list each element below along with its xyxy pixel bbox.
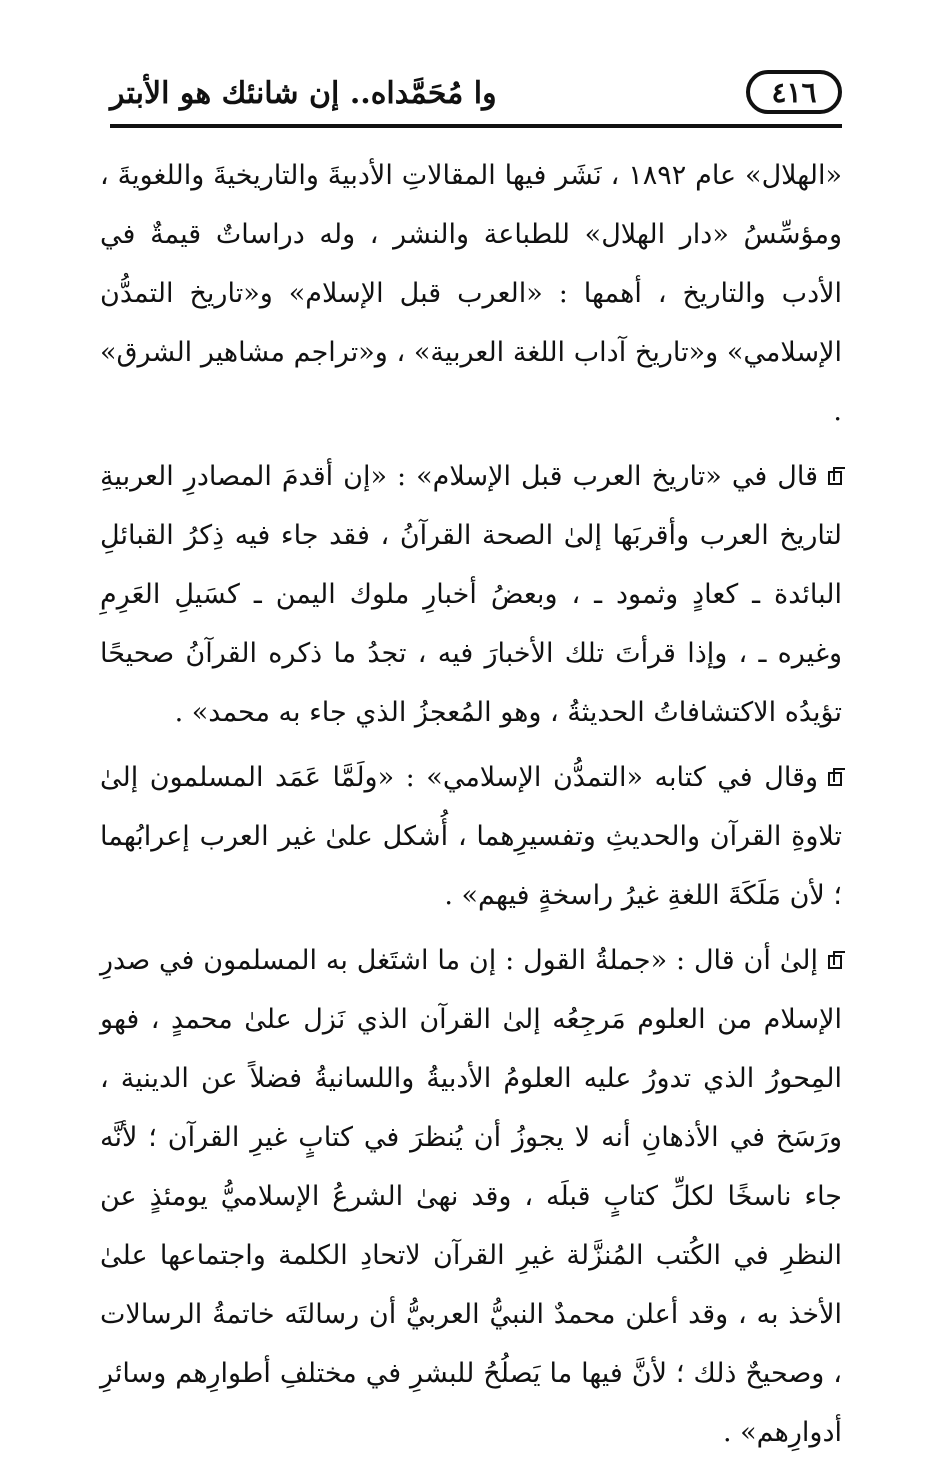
paragraph-text: «الهلال» عام ١٨٩٢ ، نَشَر فيها المقالاتِ الأدبيةَ والتاريخيةَ واللغويةَ ، ومؤسِّسُ «دار الهلال» للطباعة والنشر ، وله دراساتٌ قيمةٌ في الأدب والتاريخ ، أهمها : «العرب قبل الإسلام» و«تاريخ التمدُّن الإسلامي» و«تاريخ آداب اللغة العربية» ، و«تراجم مشاهير الشرق» . [100, 160, 842, 427]
paragraph-2 [100, 447, 842, 742]
paragraph-text: وقال في كتابه «التمدُّن الإسلامي» : «ولَمَّا عَمَد المسلمون إلىٰ تلاوةِ القرآن والحديثِ وتفسيرِهما ، أُشكل علىٰ غير العرب إعرابُهما ؛ لأن مَلَكَةَ اللغةِ غيرُ راسخةٍ فيهم» . [100, 762, 842, 911]
page-body [100, 146, 842, 1468]
paragraph-4 [100, 931, 842, 1462]
page-number-badge: ٤١٦ [746, 70, 842, 114]
paragraph-text: قال في «تاريخ العرب قبل الإسلام» : «إن أقدمَ المصادرِ العربيةِ لتاريخ العرب وأقربَها إلىٰ الصحة القرآنُ ، فقد جاء فيه ذِكرُ القبائلِ البائدة ـ كعادٍ وثمود ـ ، وبعضُ أخبارِ ملوك اليمن ـ كسَيلِ العَرِمِ وغيره ـ ، وإذا قرأتَ تلك الأخبارَ فيه ، تجدُ ما ذكره القرآنُ صحيحًا تؤيدُه الاكتشافاتُ الحديثةُ ، وهو المُعجزُ الذي جاء به محمد» . [100, 461, 842, 728]
running-title: وا مُحَمَّداه.. إن شانئك هو الأبتر [110, 76, 497, 111]
paragraph-text: إلىٰ أن قال : «جملةُ القول : إن ما اشتَغل به المسلمون في صدرِ الإسلام من العلوم مَرجِعُه إلىٰ القرآن الذي نَزل علىٰ محمدٍ ، فهو المِحورُ الذي تدورُ عليه العلومُ الأدبيةُ واللسانيةُ فضلاً عن الدينية ، ورَسَخ في الأذهانِ أنه لا يجوزُ أن يُنظرَ في كتابٍ غيرِ القرآن ؛ لأنَّه جاء ناسخًا لكلِّ كتابٍ قبلَه ، وقد نهىٰ الشرعُ الإسلاميُّ يومئذٍ عن النظرِ في الكُتب المُنزَّلة غيرِ القرآن لاتحادِ الكلمة واجتماعها علىٰ الأخذ به ، وقد أعلن محمدٌ النبيُّ العربيُّ أن رسالتَه خاتمةُ الرسالات ، وصحيحٌ ذلك ؛ لأنَّ فيها ما يَصلُحُ للبشرِ في مختلفِ أطوارِهم وسائرِ أدوارِهم» . [100, 945, 842, 1448]
paragraph-marker-icon [828, 955, 842, 969]
page-header [110, 62, 842, 128]
header-rule [110, 124, 842, 128]
paragraph-marker-icon [828, 772, 842, 786]
paragraph-marker-icon [828, 471, 842, 485]
paragraph-3 [100, 748, 842, 925]
paragraph-1 [100, 146, 842, 441]
